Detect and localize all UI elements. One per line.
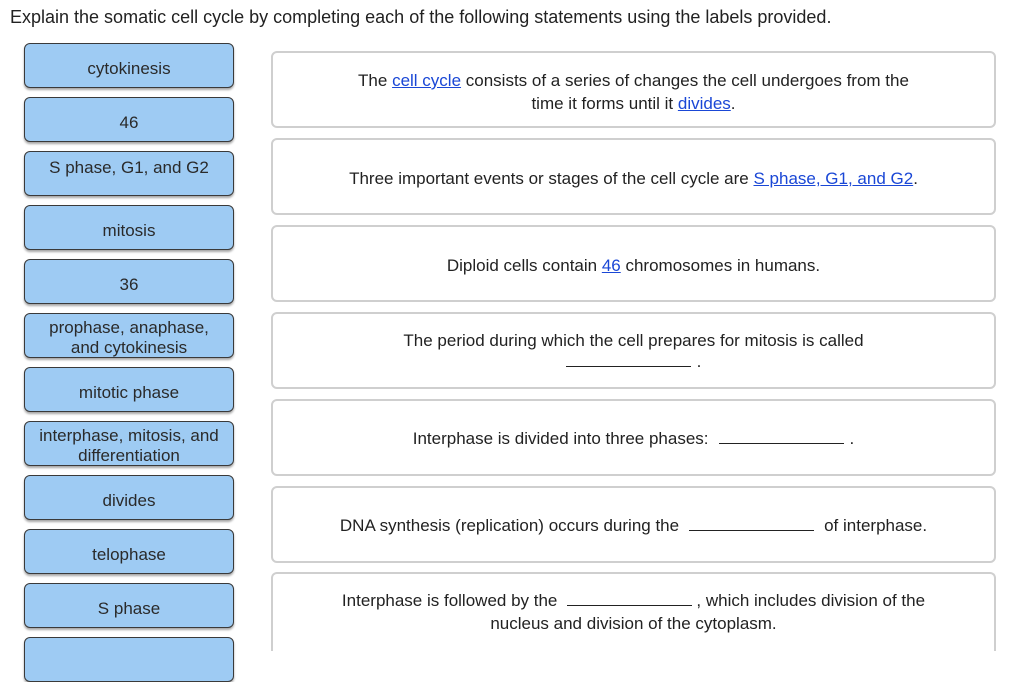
statement-punct: . <box>696 352 702 371</box>
label-text: telophase <box>92 545 166 564</box>
label-46[interactable] <box>24 97 234 142</box>
statement-text: , which includes division of the <box>696 591 926 610</box>
statement-5 <box>271 399 996 476</box>
drop-blank[interactable] <box>567 604 692 606</box>
statement-punct: . <box>849 429 855 448</box>
statement-text: Interphase is followed by the <box>341 591 558 610</box>
label-text: interphase, mitosis, and differentiation <box>39 426 219 465</box>
statement-1 <box>271 51 996 128</box>
answer-cell-cycle[interactable]: cell cycle <box>392 71 462 90</box>
label-divides[interactable] <box>24 475 234 520</box>
answer-46[interactable]: 46 <box>601 256 621 275</box>
statement-text: chromosomes in humans. <box>620 256 821 275</box>
label-mitosis[interactable] <box>24 205 234 250</box>
label-text: 46 <box>119 113 139 132</box>
label-text: 36 <box>119 275 139 294</box>
statement-2 <box>271 138 996 215</box>
label-cytokinesis[interactable] <box>24 43 234 88</box>
statement-4 <box>271 312 996 389</box>
label-text: divides <box>102 491 156 510</box>
drop-blank[interactable] <box>689 529 814 531</box>
label-text: prophase, anaphase, and cytokinesis <box>49 318 209 357</box>
instructions-text: Explain the somatic cell cycle by completing each of the following statements using the labels provided. <box>10 7 832 27</box>
statement-text: nucleus and division of the cytoplasm. <box>490 614 777 633</box>
statement-text: time it forms until it <box>531 94 678 113</box>
statement-text: of interphase. <box>824 516 928 535</box>
statement-3 <box>271 225 996 302</box>
drop-blank[interactable] <box>566 365 691 367</box>
statement-text: Three important events or stages of the cell cycle are <box>349 169 754 188</box>
label-prophase-anaphase-cytokinesis[interactable] <box>24 313 234 358</box>
label-text: mitotic phase <box>78 383 180 402</box>
statement-7 <box>271 572 996 651</box>
drop-blank[interactable] <box>719 442 844 444</box>
statement-punct: . <box>730 94 736 113</box>
label-s-phase[interactable] <box>24 583 234 628</box>
label-text: mitosis <box>102 221 156 240</box>
label-partial[interactable] <box>24 637 234 682</box>
statement-text: The period during which the cell prepares for mitosis is called <box>403 331 864 350</box>
label-s-phase-g1-g2[interactable] <box>24 151 234 196</box>
label-text: cytokinesis <box>87 59 171 78</box>
label-telophase[interactable] <box>24 529 234 574</box>
label-interphase-mitosis-differentiation[interactable] <box>24 421 234 466</box>
statement-text: The <box>358 71 393 90</box>
label-mitotic-phase[interactable] <box>24 367 234 412</box>
label-36[interactable] <box>24 259 234 304</box>
answer-divides[interactable]: divides <box>677 94 731 113</box>
label-text: S phase, G1, and G2 <box>49 158 209 177</box>
statement-text: Diploid cells contain <box>446 256 602 275</box>
answer-s-phase-g1-g2[interactable]: S phase, G1, and G2 <box>753 169 914 188</box>
statement-punct: . <box>913 169 918 188</box>
statement-text: consists of a series of changes the cell undergoes from the <box>461 71 909 90</box>
statement-text: DNA synthesis (replication) occurs during the <box>339 516 680 535</box>
statement-6 <box>271 486 996 563</box>
label-text: S phase <box>97 599 161 618</box>
statement-text: Interphase is divided into three phases: <box>412 429 709 448</box>
